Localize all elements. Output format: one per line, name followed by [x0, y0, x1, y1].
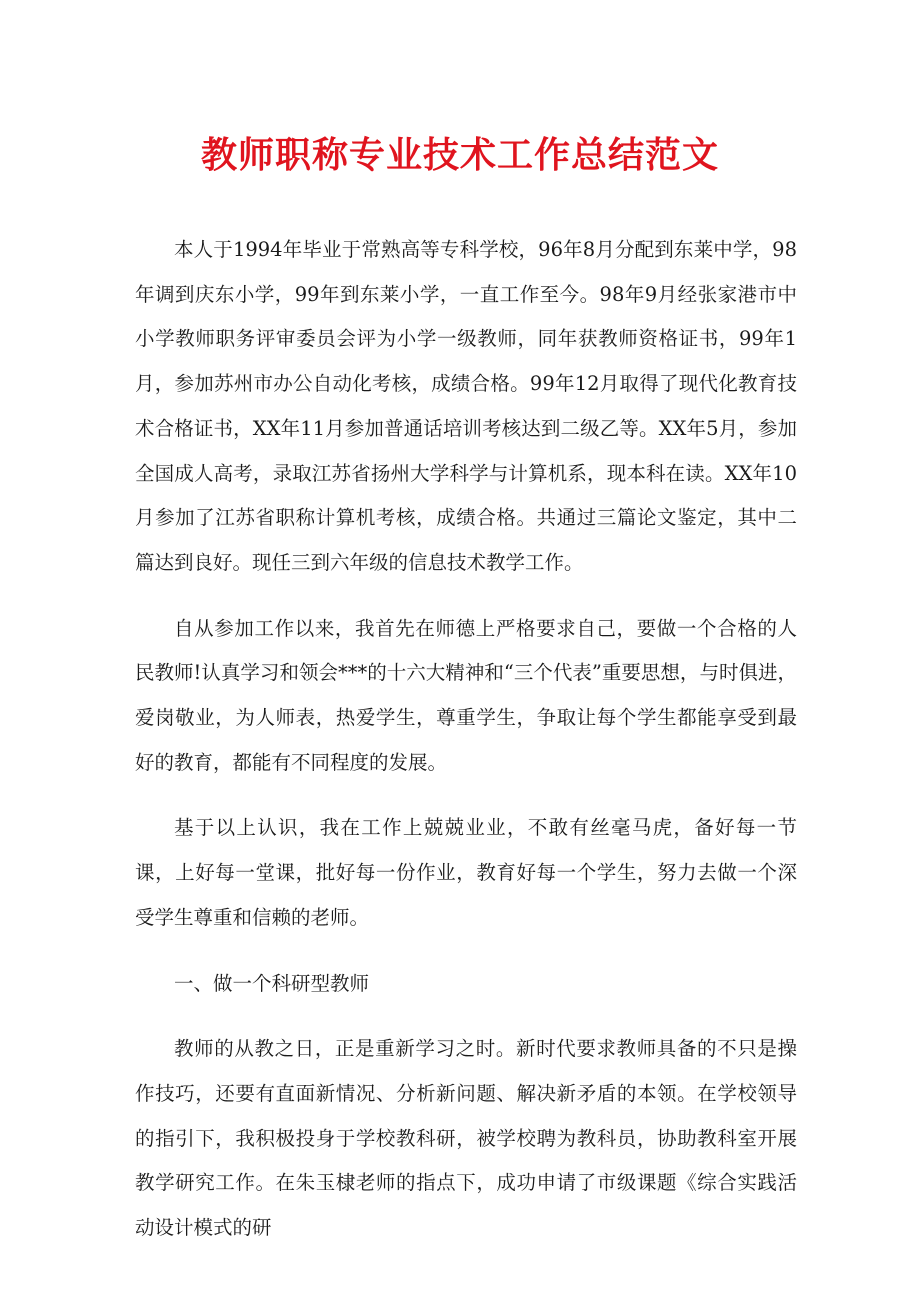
paragraph-4: 教师的从教之日，正是重新学习之时。新时代要求教师具备的不只是操作技巧，还要有直面新情况、分析新问题、解决新矛盾的本领。在学校领导的指引下，我积极投身于学校教科研，被学校聘为教科员，协助教科室开展教学研究工作。在朱玉棣老师的指点下，成功申请了市级课题《综合实践活动设计模式的研	[135, 1037, 797, 1240]
paragraph-2: 自从参加工作以来，我首先在师德上严格要求自己，要做一个合格的人民教师!认真学习和领会***的十六大精神和“三个代表”重要思想，与时俱进，爱岗敬业，为人师表，热爱学生，尊重学生，争取让每个学生都能享受到最好的教育，都能有不同程度的发展。	[135, 616, 797, 774]
paragraph-3: 基于以上认识，我在工作上兢兢业业，不敢有丝毫马虎，备好每一节课，上好每一堂课，批好每一份作业，教育好每一个学生，努力去做一个深受学生尊重和信赖的老师。	[135, 816, 797, 929]
paragraph-spacer	[135, 1006, 797, 1027]
paragraph-spacer	[135, 941, 797, 962]
document-body	[135, 228, 797, 1251]
paragraph-spacer	[135, 586, 797, 607]
paragraph-1: 本人于1994年毕业于常熟高等专科学校，96年8月分配到东莱中学，98年调到庆东小学，99年到东莱小学，一直工作至今。98年9月经张家港市中小学教师职务评审委员会评为小学一级教师，同年获教师资格证书，99年1月，参加苏州市办公自动化考核，成绩合格。99年12月取得了现代化教育技术合格证书，XX年11月参加普通话培训考核达到二级乙等。XX年5月，参加全国成人高考，录取江苏省扬州大学科学与计算机系，现本科在读。XX年10月参加了江苏省职称计算机考核，成绩合格。共通过三篇论文鉴定，其中二篇达到良好。现任三到六年级的信息技术教学工作。	[135, 238, 797, 574]
paragraph-spacer	[135, 785, 797, 806]
document-title: 教师职称专业技术工作总结范文	[200, 135, 719, 176]
section-heading: 一、做一个科研型教师	[174, 971, 370, 995]
